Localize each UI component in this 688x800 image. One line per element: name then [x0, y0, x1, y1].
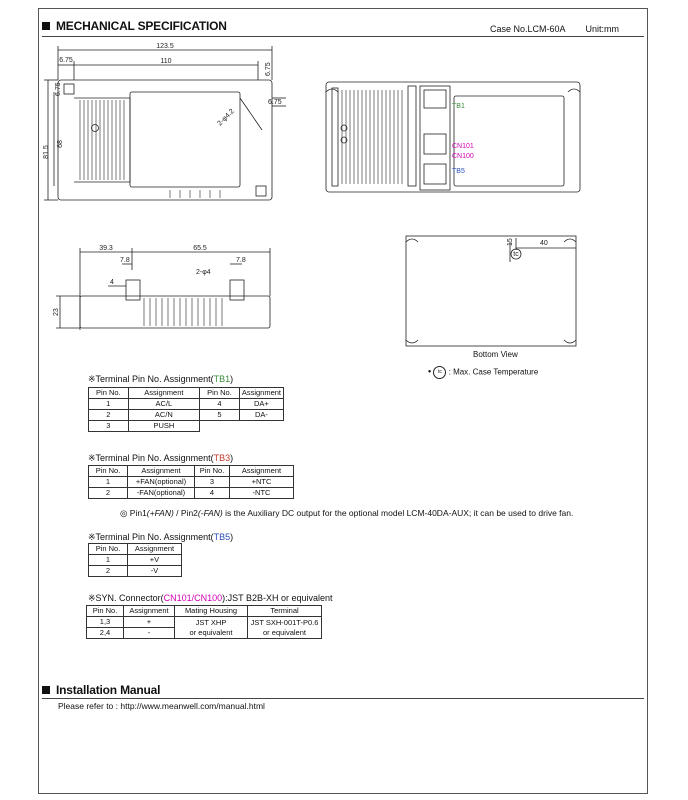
mechanical-rule	[42, 36, 644, 37]
table-header: Assignment	[128, 466, 195, 477]
table-cell: 1	[89, 555, 128, 566]
table-header: Assignment	[124, 606, 175, 617]
mechanical-section-header	[42, 17, 227, 35]
table-cell: AC/L	[128, 399, 199, 410]
aux-note-prefix: ◎ Pin1	[120, 508, 147, 518]
case-number: Case No.LCM-60A	[490, 24, 566, 34]
table-cell: 3	[89, 421, 129, 432]
table-header: Terminal	[248, 606, 322, 617]
side-dim-c: 7.8	[120, 257, 130, 264]
side-view-drawing	[50, 240, 278, 340]
table-cell: 1	[89, 399, 129, 410]
bottom-view-drawing	[400, 228, 584, 352]
table-header: Pin No.	[195, 466, 230, 477]
table-cell: 1	[89, 477, 128, 488]
tb1-title-suffix: )	[230, 374, 234, 384]
tc-legend: • tc : Max. Case Temperature	[428, 366, 538, 379]
syn-title	[88, 593, 333, 604]
table-header: Mating Housing	[175, 606, 248, 617]
table-header-row	[87, 606, 322, 617]
front-label-cn101: CN101	[452, 143, 474, 150]
side-dim-hole: 2-φ4	[196, 269, 211, 276]
front-label-tb5: TB5	[452, 168, 465, 175]
terminal-line: JST SXH-001T-P0.6	[250, 617, 319, 627]
syn-title-tag: CN101/CN100	[163, 593, 223, 603]
syn-terminal-cell	[248, 617, 322, 639]
table-header-row	[89, 544, 182, 555]
table-cell: PUSH	[128, 421, 199, 432]
syn-title-prefix: ※SYN. Connector(	[88, 593, 164, 603]
table-header: Pin No.	[200, 388, 240, 399]
table-header: Pin No.	[89, 466, 128, 477]
tb1-title-prefix: ※Terminal Pin No. Assignment(	[88, 374, 214, 384]
table-header: Pin No.	[87, 606, 124, 617]
dim-height-inner: 68	[57, 140, 64, 148]
side-dim-d: 7.8	[236, 257, 246, 264]
table-header-row	[89, 466, 294, 477]
tc-legend-text: : Max. Case Temperature	[448, 367, 539, 377]
housing-line: or equivalent	[189, 627, 233, 637]
syn-title-suffix: ):JST B2B-XH or equivalent	[222, 593, 333, 603]
section-bullet-icon	[42, 686, 50, 694]
tb3-title-prefix: ※Terminal Pin No. Assignment(	[88, 453, 214, 463]
table-cell: -	[124, 628, 175, 639]
table-cell: +V	[128, 555, 182, 566]
tb5-table	[88, 543, 182, 577]
unit-label: Unit:mm	[585, 24, 620, 34]
table-row	[89, 410, 284, 421]
table-header: Pin No.	[89, 544, 128, 555]
front-label-tb1: TB1	[452, 103, 465, 110]
table-cell: -FAN(optional)	[128, 488, 195, 499]
installation-section-header	[42, 681, 160, 699]
top-view-drawing	[40, 40, 290, 210]
front-label-cn100: CN100	[452, 153, 474, 160]
tc-legend-icon: tc	[433, 366, 446, 379]
side-dim-e: 4	[110, 279, 114, 286]
table-row	[89, 421, 284, 432]
bottom-view-caption: Bottom View	[473, 350, 518, 359]
table-header: Assignment	[128, 544, 182, 555]
table-row	[89, 555, 182, 566]
tb3-title-tag: TB3	[213, 453, 231, 463]
table-cell: 1,3	[87, 617, 124, 628]
table-row	[89, 488, 294, 499]
table-header: Assignment	[230, 466, 294, 477]
aux-note-fan-neg: (-FAN)	[197, 508, 223, 518]
table-cell: -NTC	[230, 488, 294, 499]
aux-note-fan-pos: (+FAN)	[146, 508, 174, 518]
table-cell: 2,4	[87, 628, 124, 639]
terminal-line: or equivalent	[263, 627, 306, 637]
table-cell: 2	[89, 566, 128, 577]
table-cell: +	[124, 617, 175, 628]
table-row	[87, 617, 322, 628]
aux-note-mid: / Pin2	[173, 508, 198, 518]
aux-output-note	[120, 508, 573, 519]
front-view-drawing	[324, 76, 590, 202]
table-header: Assignment	[239, 388, 283, 399]
table-cell: -V	[128, 566, 182, 577]
tb5-title-suffix: )	[230, 532, 234, 542]
table-row	[89, 477, 294, 488]
table-cell: +NTC	[230, 477, 294, 488]
tb1-title	[88, 374, 233, 385]
table-header: Assignment	[128, 388, 199, 399]
bottom-dim-40: 40	[540, 240, 548, 247]
table-cell: 5	[200, 410, 240, 421]
tb1-title-tag: TB1	[213, 374, 231, 384]
syn-table	[86, 605, 322, 639]
side-dim-b: 65.5	[193, 245, 207, 252]
installation-text: Please refer to : http://www.meanwell.com/manual.html	[58, 701, 265, 711]
syn-housing-cell	[175, 617, 248, 639]
table-cell: +FAN(optional)	[128, 477, 195, 488]
tb3-title-suffix: )	[230, 453, 234, 463]
tb1-table	[88, 387, 284, 432]
installation-rule	[42, 698, 644, 699]
table-header-row	[89, 388, 284, 399]
bottom-dim-15: 15	[507, 238, 514, 246]
table-cell: 2	[89, 410, 129, 421]
table-header: Pin No.	[89, 388, 129, 399]
dim-right-top: 6.75	[265, 62, 272, 76]
tb5-title	[88, 532, 233, 543]
side-dim-a: 39.3	[99, 245, 113, 252]
tb5-title-tag: TB5	[213, 532, 231, 542]
installation-title: Installation Manual	[56, 683, 161, 697]
table-cell: 4	[200, 399, 240, 410]
table-row	[89, 566, 182, 577]
table-cell: AC/N	[128, 410, 199, 421]
dim-top-left: 6.75	[55, 82, 62, 96]
table-cell: 2	[89, 488, 128, 499]
dim-inner-width: 110	[160, 58, 172, 65]
table-row	[89, 399, 284, 410]
table-cell: DA+	[239, 399, 283, 410]
section-bullet-icon	[42, 22, 50, 30]
table-cell: 3	[195, 477, 230, 488]
dim-right-side: 6.75	[268, 99, 282, 106]
case-info	[490, 24, 619, 34]
aux-note-rest: is the Auxiliary DC output for the optional model LCM-40DA-AUX; it can be used to drive fan.	[222, 508, 574, 518]
dim-left-offset: 6.75	[59, 57, 73, 64]
dim-total-width: 123.5	[156, 43, 174, 50]
tb3-table	[88, 465, 294, 499]
side-dim-height: 23	[53, 308, 60, 316]
housing-line: JST XHP	[195, 617, 227, 627]
mechanical-title: MECHANICAL SPECIFICATION	[56, 19, 227, 33]
tb5-title-prefix: ※Terminal Pin No. Assignment(	[88, 532, 214, 542]
table-cell: DA-	[239, 410, 283, 421]
dim-height-total: 81.5	[43, 145, 50, 159]
table-cell: 4	[195, 488, 230, 499]
tc-marker-icon: tc	[513, 251, 519, 258]
dim-hole: 2-φ4.2	[216, 107, 236, 128]
tb3-title	[88, 453, 233, 464]
